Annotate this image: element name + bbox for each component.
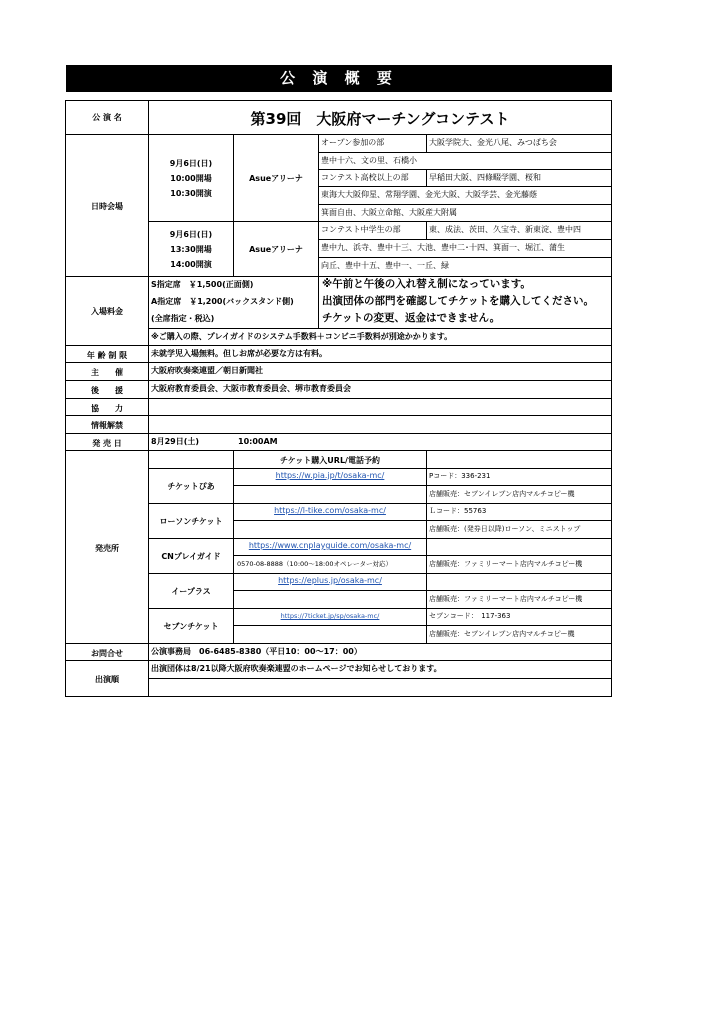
notice-line-3: チケットの変更、返金はできません。	[322, 312, 501, 324]
outlet-cn-store: 店舗販売：ファミリーマート店内マルチコピー機	[429, 560, 583, 568]
event-label: 公 演 名	[92, 113, 122, 122]
seat-note: (全席指定・税込)	[151, 314, 215, 323]
order-value: 出演団体は8/21以降大阪府吹奏楽連盟のホームページでお知らせしております。	[151, 664, 442, 673]
cooperation-label: 協 力	[91, 404, 123, 413]
schedule-label: 日時会場	[91, 202, 123, 211]
afternoon-venue: Asueアリーナ	[249, 245, 303, 254]
notice-line-2: 出演団体の部門を確認してチケットを購入してください。	[322, 295, 595, 307]
organizer-value: 大阪府吹奏楽連盟／朝日新聞社	[151, 366, 263, 375]
hs-groups-3: 箕面自由、大阪立命館、大阪産大附属	[321, 208, 457, 217]
age-label: 年 齢 制 限	[86, 351, 128, 360]
outlet-cn-link[interactable]: https://www.cnplayguide.com/osaka-mc/	[248, 541, 412, 550]
outlet-pia-code: Pコード：336-231	[429, 472, 491, 480]
hs-groups-1: 早稲田大阪、四條畷学園、桜和	[429, 173, 541, 182]
notice-line-1: ※午前と午後の入れ替え制になっています。	[322, 278, 531, 290]
support-label: 後 援	[91, 386, 123, 395]
age-value: 未就学児入場無料。但しお席が必要な方は有料。	[151, 349, 327, 358]
fee-note: ※ご購入の際、プレイガイドのシステム手数料＋コンビニ手数料が別途かかります。	[151, 332, 453, 341]
outlet-seven-link[interactable]: https://7ticket.jp/sp/osaka-mc/	[280, 612, 380, 620]
outlet-eplus-name: イープラス	[171, 587, 211, 596]
outlet-eplus-store: 店舗販売：ファミリーマート店内マルチコピー機	[429, 595, 583, 603]
outlet-cn-phone[interactable]: 0570-08-8888（10:00～18:00オペレーター対応）	[237, 560, 393, 568]
morning-date: 9月6日(日)	[169, 159, 213, 168]
on-sale-label: 発 売 日	[92, 439, 122, 448]
outlet-pia-link[interactable]: https://w.pia.jp/t/osaka-mc/	[275, 471, 385, 480]
page-title: 公 演 概 要	[66, 65, 612, 92]
division-open: オープン参加の部	[321, 138, 385, 147]
inquiry-label: お問合せ	[91, 649, 123, 658]
morning-open: 10:00開場	[170, 174, 212, 183]
jhs-groups-2: 豊中九、浜寺、豊中十三、大池、豊中二･十四、箕面一、堀江、蒲生	[321, 243, 565, 252]
outlets-label: 発売所	[95, 544, 119, 553]
division-highschool: コンテスト高校以上の部	[321, 173, 409, 182]
on-sale-date: 8月29日(土)	[151, 437, 200, 446]
outlet-lawson-store: 店舗販売：(発券日以降)ローソン、ミニストップ	[429, 525, 581, 533]
jhs-groups-3: 向丘、豊中十五、豊中一、一丘、緑	[321, 261, 449, 270]
fees-label: 入場料金	[91, 307, 123, 316]
outlet-lawson-name: ローソンチケット	[159, 517, 223, 526]
outlet-seven-name: セブンチケット	[163, 622, 219, 631]
jhs-groups-1: 東、成法、茨田、久宝寺、新東淀、豊中四	[429, 225, 581, 234]
event-title: 第39回 大阪府マーチングコンテスト	[250, 110, 510, 128]
afternoon-open: 13:30開場	[170, 245, 212, 254]
outlet-cn-name: CNプレイガイド	[161, 552, 221, 561]
inquiry-value: 公演事務局 06-6485-8380（平日10：00～17：00）	[151, 647, 362, 656]
afternoon-date: 9月6日(日)	[169, 230, 213, 239]
outlet-lawson-link[interactable]: https://l-tike.com/osaka-mc/	[274, 506, 386, 515]
open-groups-1: 大阪学院大、金光八尾、みつばち会	[429, 138, 557, 147]
outlet-pia-name: チケットぴあ	[167, 482, 215, 491]
hs-groups-2: 東海大大阪仰星、常翔学園、金光大阪、大阪学芸、金光藤蔭	[321, 190, 537, 199]
morning-start: 10:30開演	[170, 189, 212, 198]
outlets-header: チケット購入URL/電話予約	[280, 456, 380, 465]
outlet-seven-store: 店舗販売：セブンイレブン店内マルチコピー機	[429, 630, 575, 638]
organizer-label: 主 催	[91, 368, 123, 377]
info-release-label: 情報解禁	[91, 421, 123, 430]
on-sale-time: 10:00AM	[238, 437, 278, 446]
outlet-seven-code: セブンコード： 117-363	[429, 612, 511, 620]
outlet-pia-store: 店舗販売：セブンイレブン店内マルチコピー機	[429, 490, 575, 498]
a-seat-price: A指定席 ￥1,200(バックスタンド側)	[151, 297, 294, 306]
afternoon-start: 14:00開演	[170, 260, 212, 269]
open-groups-2: 豊中十六、文の里、石橋小	[321, 156, 417, 165]
outlet-eplus-link[interactable]: https://eplus.jp/osaka-mc/	[278, 576, 382, 585]
division-juniorhigh: コンテスト中学生の部	[321, 225, 401, 234]
outlet-lawson-code: Ｌコード：55763	[429, 507, 487, 515]
morning-venue: Asueアリーナ	[249, 174, 303, 183]
s-seat-price: S指定席 ￥1,500(正面側)	[151, 280, 254, 289]
order-label: 出演順	[95, 675, 119, 684]
support-value: 大阪府教育委員会、大阪市教育委員会、堺市教育委員会	[151, 384, 351, 393]
